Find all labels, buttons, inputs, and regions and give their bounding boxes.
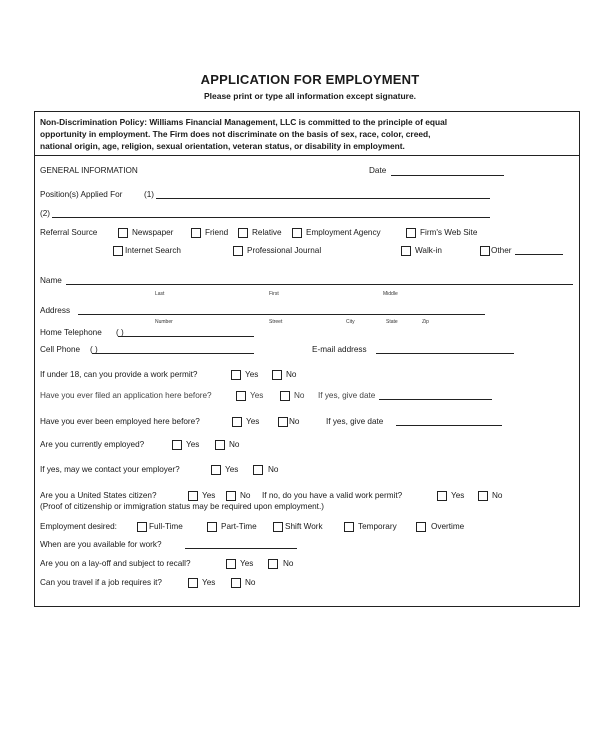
home-phone-area-code: ( )	[116, 328, 124, 337]
layoff-no-checkbox[interactable]	[268, 559, 278, 569]
filed-before-yes-checkbox[interactable]	[236, 391, 246, 401]
address-zip-caption: Zip	[422, 319, 429, 325]
positions-label: Position(s) Applied For	[40, 190, 123, 199]
referral-source-label: Referral Source	[40, 228, 98, 237]
under18-question: If under 18, can you provide a work permit?	[40, 370, 198, 379]
position-1-marker: (1)	[144, 190, 155, 199]
name-label: Name	[40, 276, 62, 285]
name-middle-caption: Middle	[383, 291, 398, 297]
employed-before-no-label: No	[289, 417, 300, 426]
email-label: E-mail address	[312, 345, 367, 354]
available-question: When are you available for work?	[40, 540, 162, 549]
address-street-caption: Street	[269, 319, 283, 325]
referral-internet-label: Internet Search	[125, 246, 181, 255]
travel-no-label: No	[245, 578, 256, 587]
travel-yes-label: Yes	[202, 578, 216, 587]
citizen-no-label: No	[240, 491, 251, 500]
employed-before-yes-checkbox[interactable]	[232, 417, 242, 427]
address-number-caption: Number	[155, 319, 173, 325]
contact-employer-no-label: No	[268, 465, 279, 474]
citizen-question: Are you a United States citizen?	[40, 491, 157, 500]
temporary-label: Temporary	[358, 522, 397, 531]
referral-journal-checkbox[interactable]	[233, 246, 243, 256]
employed-before-question: Have you ever been employed here before?	[40, 417, 200, 426]
overtime-checkbox[interactable]	[416, 522, 426, 532]
filed-before-question: Have you ever filed an application here before?	[40, 391, 212, 400]
currently-employed-yes-checkbox[interactable]	[172, 440, 182, 450]
contact-employer-yes-label: Yes	[225, 465, 239, 474]
referral-relative-label: Relative	[252, 228, 282, 237]
work-permit-yes-checkbox[interactable]	[437, 491, 447, 501]
filed-before-date-label: If yes, give date	[318, 391, 376, 400]
full-time-label: Full-Time	[149, 522, 183, 531]
referral-internet-checkbox[interactable]	[113, 246, 123, 256]
layoff-yes-label: Yes	[240, 559, 254, 568]
cell-phone-field[interactable]	[92, 353, 254, 354]
referral-relative-checkbox[interactable]	[238, 228, 248, 238]
contact-employer-no-checkbox[interactable]	[253, 465, 263, 475]
address-field[interactable]	[78, 314, 485, 315]
work-permit-question: If no, do you have a valid work permit?	[262, 491, 403, 500]
currently-employed-no-label: No	[229, 440, 240, 449]
referral-newspaper-label: Newspaper	[132, 228, 174, 237]
filed-before-no-label: No	[294, 391, 305, 400]
employed-before-yes-label: Yes	[246, 417, 260, 426]
policy-line-1: Non-Discrimination Policy: Williams Financial Management, LLC is committed to the principle of equal	[40, 117, 448, 127]
available-date-field[interactable]	[185, 548, 297, 549]
currently-employed-question: Are you currently employed?	[40, 440, 145, 449]
cell-phone-label: Cell Phone	[40, 345, 81, 354]
cell-phone-area-code: ( )	[90, 345, 98, 354]
employed-before-date-label: If yes, give date	[326, 417, 384, 426]
employed-before-no-checkbox[interactable]	[278, 417, 288, 427]
date-label: Date	[369, 166, 387, 175]
filed-before-date-field[interactable]	[379, 399, 492, 400]
referral-website-checkbox[interactable]	[406, 228, 416, 238]
contact-employer-question: If yes, may we contact your employer?	[40, 465, 180, 474]
position-1-field[interactable]	[156, 198, 490, 199]
travel-yes-checkbox[interactable]	[188, 578, 198, 588]
under18-yes-checkbox[interactable]	[231, 370, 241, 380]
referral-agency-checkbox[interactable]	[292, 228, 302, 238]
work-permit-yes-label: Yes	[451, 491, 465, 500]
part-time-checkbox[interactable]	[207, 522, 217, 532]
under18-no-checkbox[interactable]	[272, 370, 282, 380]
citizen-yes-label: Yes	[202, 491, 216, 500]
temporary-checkbox[interactable]	[344, 522, 354, 532]
referral-agency-label: Employment Agency	[306, 228, 381, 237]
work-permit-no-label: No	[492, 491, 503, 500]
employment-desired-label: Employment desired:	[40, 522, 117, 531]
address-label: Address	[40, 306, 71, 315]
general-information-heading: GENERAL INFORMATION	[40, 166, 138, 175]
under18-no-label: No	[286, 370, 297, 379]
name-field[interactable]	[66, 284, 573, 285]
citizen-no-checkbox[interactable]	[226, 491, 236, 501]
policy-divider	[34, 155, 580, 156]
referral-journal-label: Professional Journal	[247, 246, 322, 255]
form-subtitle: Please print or type all information except signature.	[203, 91, 417, 101]
shift-work-checkbox[interactable]	[273, 522, 283, 532]
home-phone-label: Home Telephone	[40, 328, 102, 337]
currently-employed-yes-label: Yes	[186, 440, 200, 449]
contact-employer-yes-checkbox[interactable]	[211, 465, 221, 475]
filed-before-yes-label: Yes	[250, 391, 264, 400]
full-time-checkbox[interactable]	[137, 522, 147, 532]
currently-employed-no-checkbox[interactable]	[215, 440, 225, 450]
referral-website-label: Firm's Web Site	[420, 228, 478, 237]
referral-friend-label: Friend	[205, 228, 229, 237]
overtime-label: Overtime	[431, 522, 465, 531]
referral-friend-checkbox[interactable]	[191, 228, 201, 238]
policy-line-3: national origin, age, religion, sexual orientation, veteran status, or disability in employment.	[40, 141, 405, 151]
date-field[interactable]	[391, 175, 504, 176]
referral-other-label: Other	[491, 246, 512, 255]
form-title: APPLICATION FOR EMPLOYMENT	[200, 72, 420, 87]
policy-line-2: opportunity in employment. The Firm does not discriminate on the basis of sex, race, color, creed,	[40, 129, 431, 139]
layoff-yes-checkbox[interactable]	[226, 559, 236, 569]
travel-question: Can you travel if a job requires it?	[40, 578, 162, 587]
referral-other-checkbox[interactable]	[480, 246, 490, 256]
referral-walkin-checkbox[interactable]	[401, 246, 411, 256]
under18-yes-label: Yes	[245, 370, 259, 379]
layoff-question: Are you on a lay-off and subject to recall?	[40, 559, 191, 568]
home-phone-field[interactable]	[118, 336, 254, 337]
position-2-marker: (2)	[40, 209, 51, 218]
address-city-caption: City	[346, 319, 355, 325]
form-frame	[34, 111, 580, 607]
employed-before-date-field[interactable]	[396, 425, 502, 426]
filed-before-no-checkbox[interactable]	[280, 391, 290, 401]
citizenship-proof-note: (Proof of citizenship or immigration status may be required upon employment.)	[40, 502, 324, 511]
email-field[interactable]	[376, 353, 514, 354]
work-permit-no-checkbox[interactable]	[478, 491, 488, 501]
referral-walkin-label: Walk-in	[415, 246, 442, 255]
shift-work-label: Shift Work	[285, 522, 323, 531]
position-2-field[interactable]	[52, 217, 490, 218]
referral-other-field[interactable]	[515, 254, 563, 255]
address-state-caption: State	[386, 319, 398, 325]
name-first-caption: First	[269, 291, 279, 297]
referral-newspaper-checkbox[interactable]	[118, 228, 128, 238]
citizen-yes-checkbox[interactable]	[188, 491, 198, 501]
travel-no-checkbox[interactable]	[231, 578, 241, 588]
part-time-label: Part-Time	[221, 522, 257, 531]
name-last-caption: Last	[155, 291, 165, 297]
layoff-no-label: No	[283, 559, 294, 568]
